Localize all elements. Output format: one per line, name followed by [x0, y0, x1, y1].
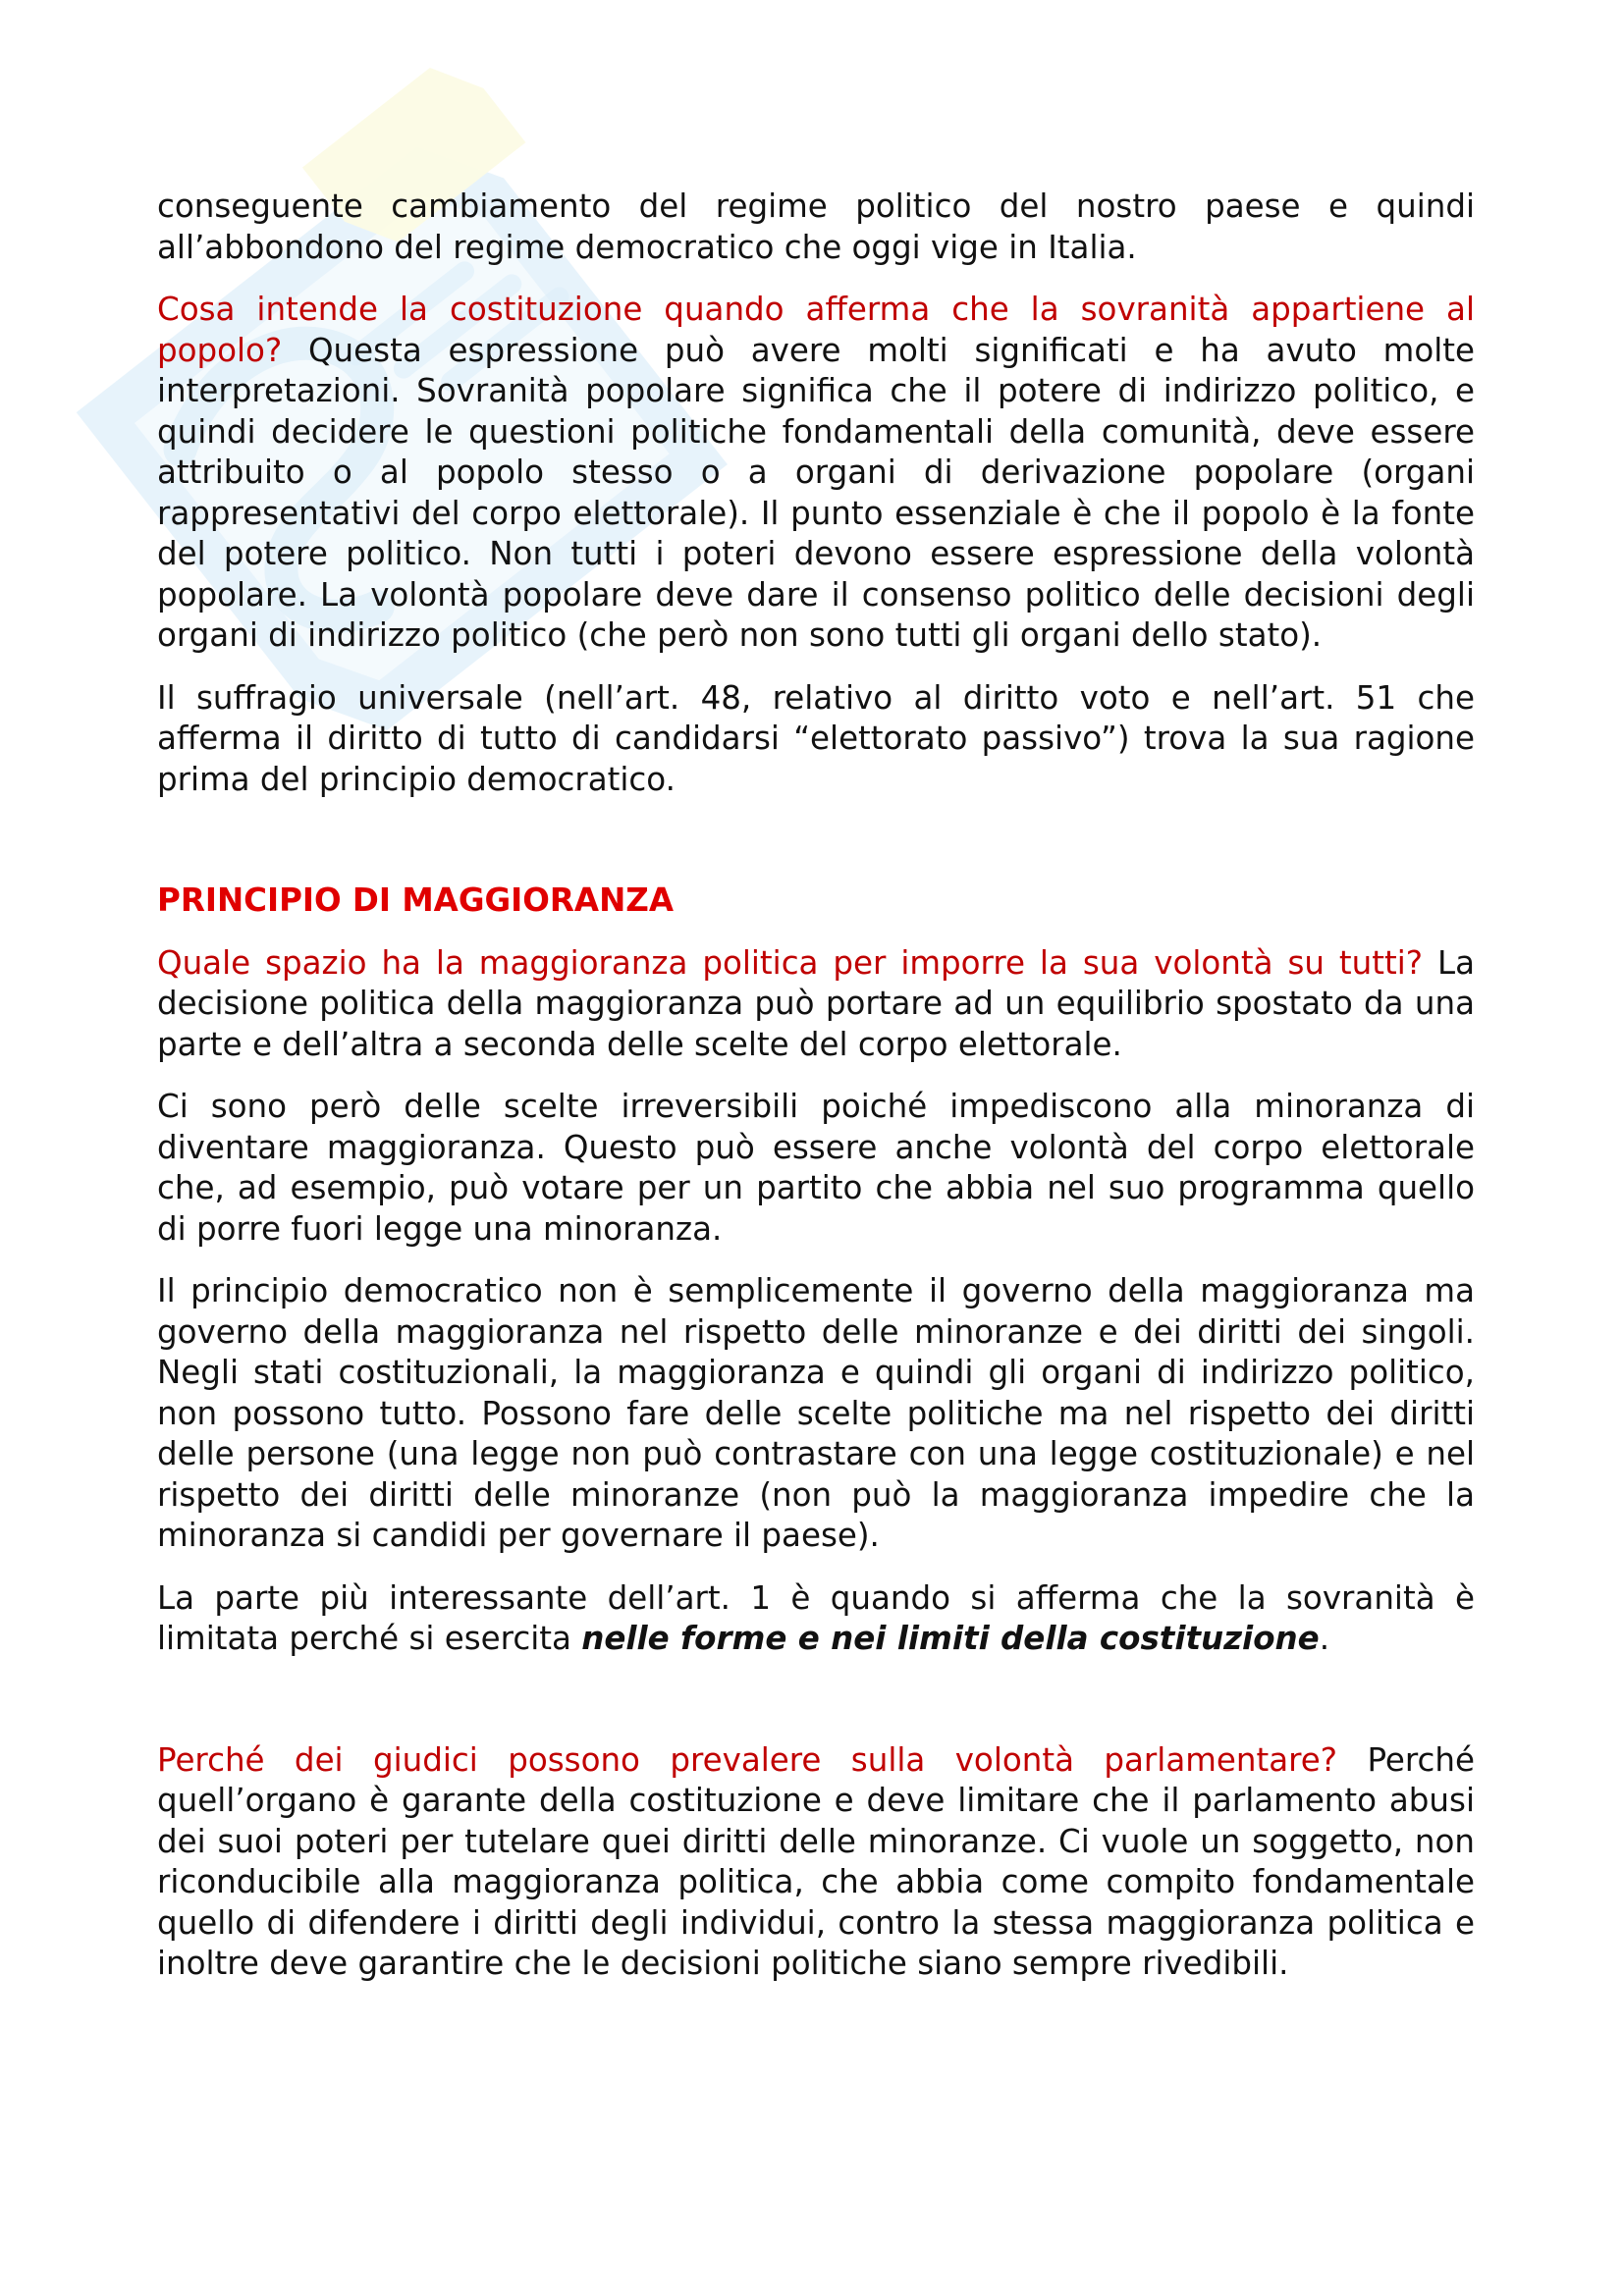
paragraph-3: Il suffragio universale (nell’art. 48, relativo al diritto voto e nell’art. 51 che afferma il diritto di tutto di candidarsi “elettorato passivo”) trova la sua ragione prima del principio democratico.: [157, 678, 1475, 798]
paragraph-4: [157, 943, 1475, 1066]
question-giudici: Perché dei giudici possono prevalere sulla volontà parlamentare?: [157, 1740, 1338, 1779]
document-page: [157, 187, 1475, 2006]
question-maggioranza: Quale spazio ha la maggioranza politica per imporre la sua volontà su tutti?: [157, 943, 1424, 982]
paragraph-8: [157, 1740, 1475, 1985]
paragraph-1: conseguente cambiamento del regime politico del nostro paese e quindi all’abbondono del regime democratico che oggi vige in Italia.: [157, 187, 1475, 266]
section-heading: PRINCIPIO DI MAGGIORANZA: [157, 881, 674, 919]
question-sovranita: Cosa intende la costituzione quando afferma che la sovranità appartiene al popolo?: [157, 291, 1475, 369]
paragraph-7: [157, 1578, 1475, 1660]
paragraph-6: Il principio democratico non è semplicemente il governo della maggioranza ma governo della maggioranza nel rispetto delle minoranze e dei diritti dei singoli. Negli stati costituzionali, la maggioranza e quindi gli organi di indirizzo politico, non possono tutto. Possono fare delle scelte politiche ma nel rispetto dei diritti delle persone (una legge non può contrastare con una legge costituzionale) e nel rispetto dei diritti delle minoranze (non può la maggioranza impedire che la minoranza si candidi per governare il paese).: [157, 1272, 1475, 1554]
paragraph-5: Ci sono però delle scelte irreversibili poiché impediscono alla minoranza di diventare maggioranza. Questo può essere anche volontà del corpo elettorale che, ad esempio, può votare per un partito che abbia nel suo programma quello di porre fuori legge una minoranza.: [157, 1088, 1475, 1248]
emphasis-costituzione: nelle forme e nei limiti della costituzione: [581, 1620, 1320, 1657]
paragraph-7-body-after: .: [1319, 1620, 1330, 1657]
paragraph-4-body: La decisione politica della maggioranza può portare ad un equilibrio spostato da una parte e dell’altra a seconda delle scelte del corpo elettorale.: [157, 943, 1475, 1063]
paragraph-7-body-before: La parte più interessante dell’art. 1 è quando si afferma che la sovranità è limitata perché si esercita: [157, 1578, 1475, 1657]
paragraph-2-body: Questa espressione può avere molti significati e ha avuto molte interpretazioni. Sovranità popolare significa che il potere di indirizzo politico, e quindi decidere le questioni politiche fondamentali della comunità, deve essere attribuito o al popolo stesso o a organi di derivazione popolare (organi rappresentativi del corpo elettorale). Il punto essenziale è che il popolo è la fonte del potere politico. Non tutti i poteri devono essere espressione della volontà popolare. La volontà popolare deve dare il consenso politico delle decisioni degli organi di indirizzo politico (che però non sono tutti gli organi dello stato).: [157, 331, 1475, 654]
paragraph-8-body: Perché quell’organo è garante della costituzione e deve limitare che il parlamento abusi dei suoi poteri per tutelare quei diritti delle minoranze. Ci vuole un soggetto, non riconducibile alla maggioranza politica, che abbia come compito fondamentale quello di difendere i diritti degli individui, contro la stessa maggioranza politica e inoltre deve garantire che le decisioni politiche siano sempre rivedibili.: [157, 1740, 1475, 1982]
paragraph-2: [157, 290, 1475, 657]
